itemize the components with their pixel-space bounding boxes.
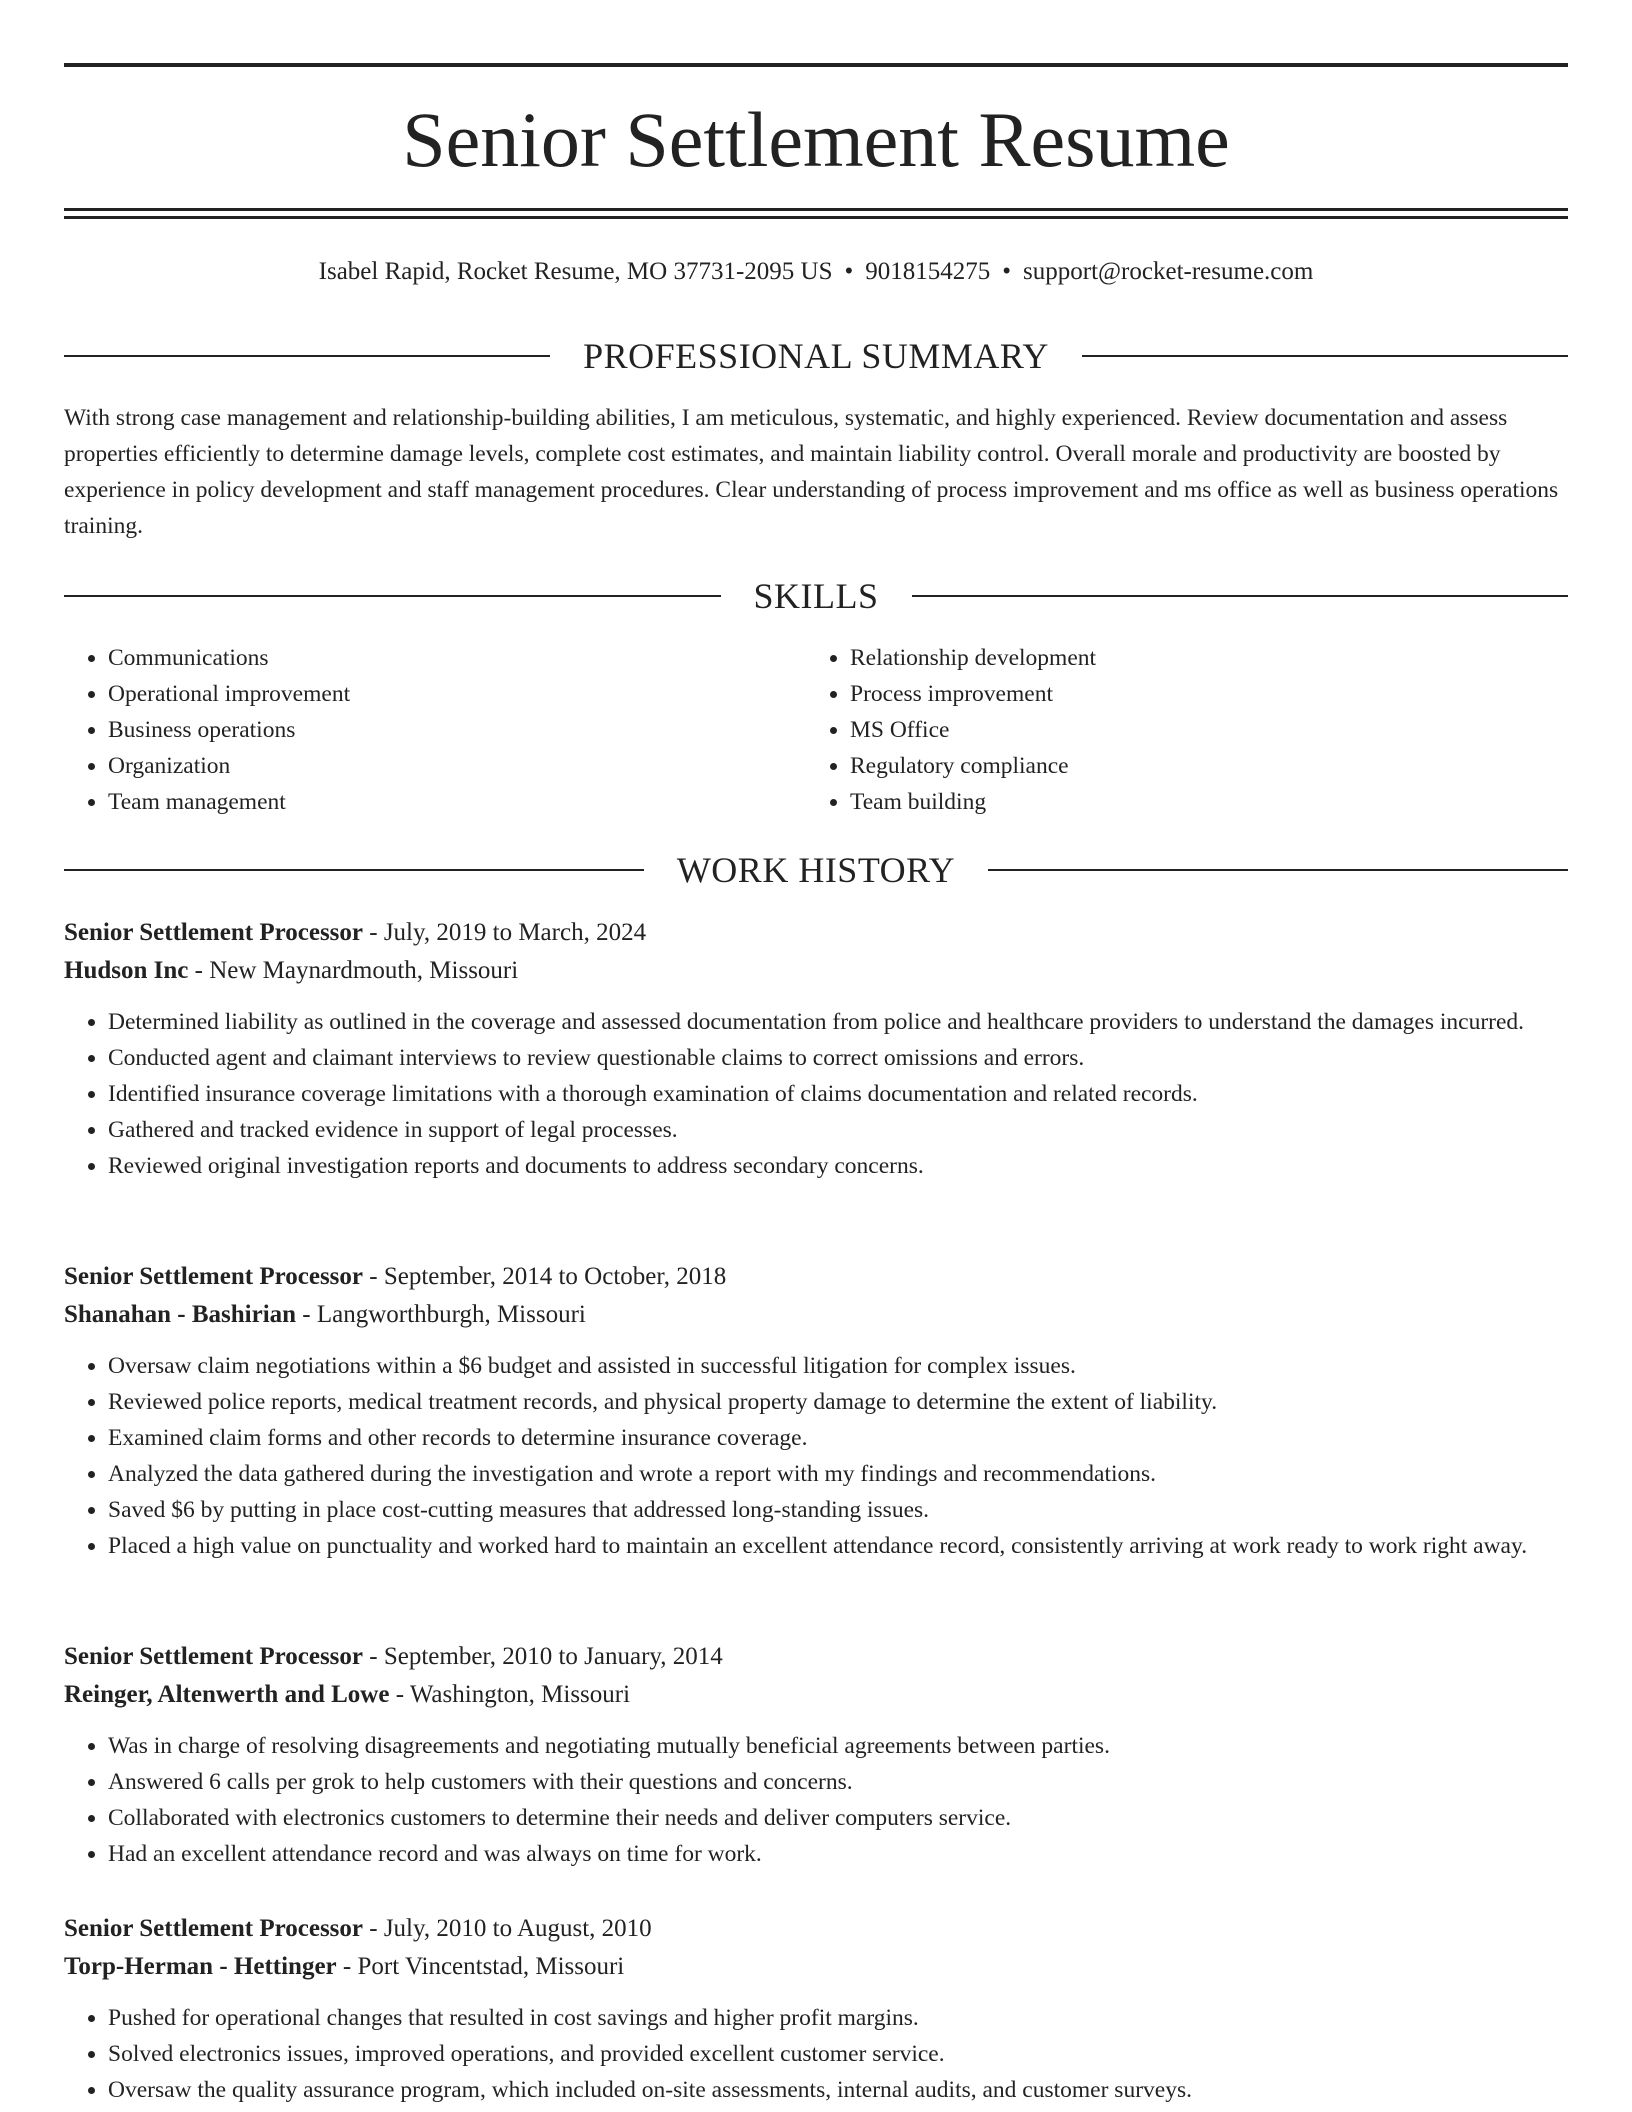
job-entry bbox=[64, 1258, 1568, 1564]
job-bullet: • Gathered and tracked evidence in support of legal processes. bbox=[108, 1112, 1568, 1148]
job-bullet: • Saved $6 by putting in place cost-cutting measures that addressed long-standing issues. bbox=[108, 1492, 1568, 1528]
job-company: Torp-Herman - Hettinger bbox=[64, 1953, 337, 1980]
section-heading-summary bbox=[64, 334, 1568, 378]
job-company-line bbox=[64, 1676, 1568, 1714]
job-title-line bbox=[64, 1910, 1568, 1948]
contact-address: Isabel Rapid, Rocket Resume, MO 37731-2095 US bbox=[318, 258, 833, 285]
job-company: Shanahan - Bashirian bbox=[64, 1301, 297, 1328]
contact-line bbox=[64, 254, 1568, 290]
job-company-line bbox=[64, 1296, 1568, 1334]
heading-rule bbox=[64, 355, 550, 357]
skill-item: • Team building bbox=[850, 784, 1548, 820]
job-location: - New Maynardmouth, Missouri bbox=[188, 957, 519, 984]
contact-separator: • bbox=[844, 258, 854, 285]
skill-item: • Organization bbox=[108, 748, 806, 784]
job-dates: - July, 2019 to March, 2024 bbox=[363, 919, 647, 946]
job-title-line bbox=[64, 914, 1568, 952]
job-company: Hudson Inc bbox=[64, 957, 189, 984]
job-bullets bbox=[64, 1348, 1568, 1564]
heading-rule bbox=[912, 595, 1569, 597]
section-title: WORK HISTORY bbox=[676, 850, 956, 890]
skills-list bbox=[64, 640, 1568, 820]
skills-column-left bbox=[64, 640, 806, 820]
job-entry bbox=[64, 914, 1568, 1184]
heading-rule bbox=[64, 869, 644, 871]
heading-rule bbox=[1082, 355, 1568, 357]
summary-text: With strong case management and relationship-building abilities, I am meticulous, systematic, and highly experienced. Review documentation and assess properties efficiently to determine damage levels, complete cost estimates, and maintain liability control. Overall morale and productivity are boosted by experience in policy development and staff management procedures. Clear understanding of process improvement and ms office as well as business operations training. bbox=[64, 405, 1559, 539]
top-divider bbox=[64, 63, 1568, 67]
job-title: Senior Settlement Processor bbox=[64, 1263, 363, 1290]
job-title-line bbox=[64, 1638, 1568, 1676]
job-bullet: • Had an excellent attendance record and was always on time for work. bbox=[108, 1836, 1568, 1872]
job-bullet: • Pushed for operational changes that resulted in cost savings and higher profit margins. bbox=[108, 2000, 1568, 2036]
heading-rule bbox=[988, 869, 1568, 871]
job-location: - Washington, Missouri bbox=[389, 1681, 631, 1708]
job-company-line bbox=[64, 1948, 1568, 1986]
job-bullet: • Was in charge of resolving disagreements and negotiating mutually beneficial agreements between parties. bbox=[108, 1728, 1568, 1764]
page-title: Senior Settlement Resume bbox=[402, 96, 1230, 183]
job-title-line bbox=[64, 1258, 1568, 1296]
contact-separator: • bbox=[1002, 258, 1012, 285]
skill-item: • Team management bbox=[108, 784, 806, 820]
job-bullet: • Collaborated with electronics customers to determine their needs and deliver computers service. bbox=[108, 1800, 1568, 1836]
job-bullet: • Determined liability as outlined in the coverage and assessed documentation from police and healthcare providers to understand the damages incurred. bbox=[108, 1004, 1568, 1040]
job-bullet: • Examined claim forms and other records to determine insurance coverage. bbox=[108, 1420, 1568, 1456]
heading-rule bbox=[64, 595, 721, 597]
job-bullet: • Answered 6 calls per grok to help customers with their questions and concerns. bbox=[108, 1764, 1568, 1800]
job-entry bbox=[64, 1910, 1568, 2108]
job-entry bbox=[64, 1638, 1568, 1872]
job-bullet: • Solved electronics issues, improved operations, and provided excellent customer service. bbox=[108, 2036, 1568, 2072]
job-bullets bbox=[64, 1004, 1568, 1184]
contact-email: support@rocket-resume.com bbox=[1023, 258, 1314, 285]
job-bullet: • Oversaw the quality assurance program, which included on-site assessments, internal audits, and customer surveys. bbox=[108, 2072, 1568, 2108]
job-bullet: • Placed a high value on punctuality and worked hard to maintain an excellent attendance record, consistently arriving at work ready to work right away. bbox=[108, 1528, 1568, 1564]
job-bullet: • Identified insurance coverage limitations with a thorough examination of claims documentation and related records. bbox=[108, 1076, 1568, 1112]
job-title: Senior Settlement Processor bbox=[64, 919, 363, 946]
job-title: Senior Settlement Processor bbox=[64, 1643, 363, 1670]
job-bullet: • Reviewed original investigation reports and documents to address secondary concerns. bbox=[108, 1148, 1568, 1184]
skill-item: • MS Office bbox=[850, 712, 1548, 748]
job-dates: - July, 2010 to August, 2010 bbox=[363, 1915, 652, 1942]
contact-phone: 9018154275 bbox=[865, 258, 991, 285]
skills-column-right bbox=[806, 640, 1548, 820]
section-title: PROFESSIONAL SUMMARY bbox=[583, 336, 1049, 376]
skill-item: • Regulatory compliance bbox=[850, 748, 1548, 784]
job-dates: - September, 2010 to January, 2014 bbox=[363, 1643, 723, 1670]
skill-item: • Operational improvement bbox=[108, 676, 806, 712]
skill-item: • Business operations bbox=[108, 712, 806, 748]
section-heading-work-history bbox=[64, 848, 1568, 892]
job-title: Senior Settlement Processor bbox=[64, 1915, 363, 1942]
job-company-line bbox=[64, 952, 1568, 990]
section-title: SKILLS bbox=[753, 576, 879, 616]
job-bullets bbox=[64, 2000, 1568, 2108]
job-bullet: • Oversaw claim negotiations within a $6 budget and assisted in successful litigation for complex issues. bbox=[108, 1348, 1568, 1384]
skill-item: • Communications bbox=[108, 640, 806, 676]
skill-item: • Relationship development bbox=[850, 640, 1548, 676]
job-company: Reinger, Altenwerth and Lowe bbox=[64, 1681, 390, 1708]
job-bullet: • Conducted agent and claimant interviews to review questionable claims to correct omissions and errors. bbox=[108, 1040, 1568, 1076]
section-heading-skills bbox=[64, 574, 1568, 618]
job-location: - Langworthburgh, Missouri bbox=[296, 1301, 586, 1328]
job-bullet: • Analyzed the data gathered during the investigation and wrote a report with my findings and recommendations. bbox=[108, 1456, 1568, 1492]
skill-item: • Process improvement bbox=[850, 676, 1548, 712]
job-bullets bbox=[64, 1728, 1568, 1872]
job-location: - Port Vincentstad, Missouri bbox=[336, 1953, 625, 1980]
job-bullet: • Reviewed police reports, medical treatment records, and physical property damage to determine the extent of liability. bbox=[108, 1384, 1568, 1420]
job-dates: - September, 2014 to October, 2018 bbox=[363, 1263, 727, 1290]
title-divider-upper bbox=[64, 208, 1568, 211]
title-divider-lower bbox=[64, 216, 1568, 219]
